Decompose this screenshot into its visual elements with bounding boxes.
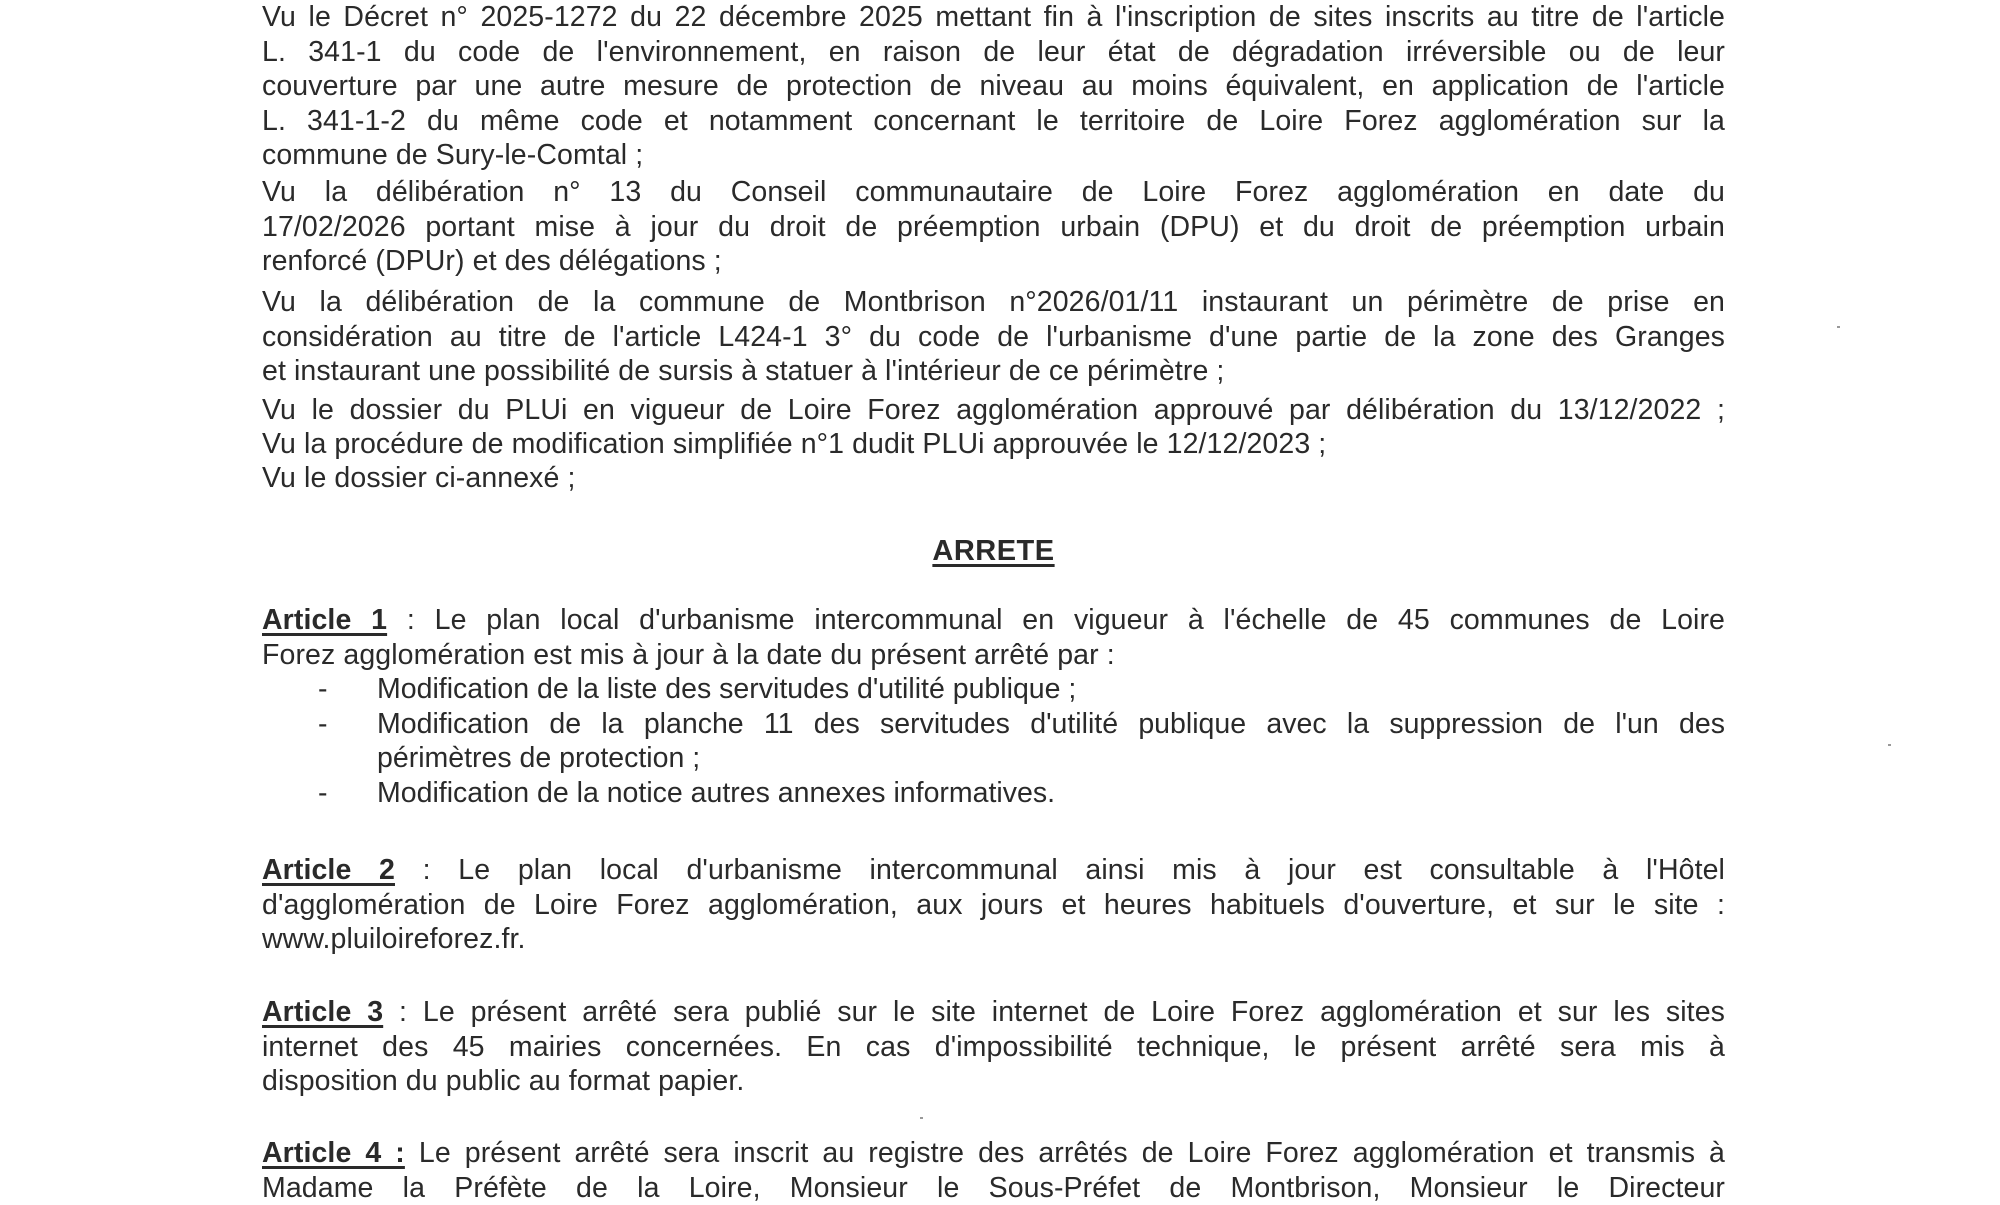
article-4 (262, 1136, 1725, 1205)
dash-bullet: - (318, 672, 328, 707)
list-item: - Modification de la planche 11 des servitudes d'utilité publique avec la suppression de l'un des périmètres de protection ; (262, 707, 1725, 776)
bullet-list (262, 672, 1725, 810)
article-label: Article 4 : (262, 1137, 405, 1169)
list-item: - Modification de la liste des servitudes d'utilité publique ; (262, 672, 1725, 707)
text-line: Le plan local d'urbanisme intercommunal ainsi mis à jour est consultable à l'Hôtel (458, 854, 1725, 886)
text-line: disposition du public au format papier. (262, 1064, 1725, 1099)
website-link: www.pluiloireforez.fr. (262, 922, 1725, 957)
text-line: L. 341-1-2 du même code et notamment concernant le territoire de Loire Forez agglomération sur la (262, 104, 1725, 139)
text-line: commune de Sury-le-Comtal ; (262, 138, 1725, 173)
article-label: Article 3 (262, 996, 383, 1028)
text-line: considération au titre de l'article L424-1 3° du code de l'urbanisme d'une partie de la zone des Granges (262, 320, 1725, 355)
visa-dossier (262, 461, 1725, 496)
text-line: couverture par une autre mesure de protection de niveau au moins équivalent, en application de l'article (262, 69, 1725, 104)
scan-speck (1837, 326, 1840, 328)
text-line: renforcé (DPUr) et des délégations ; (262, 244, 1725, 279)
text-line: Vu la délibération de la commune de Montbrison n°2026/01/11 instaurant un périmètre de prise en (262, 285, 1725, 320)
text-line: Le présent arrêté sera inscrit au registre des arrêtés de Loire Forez agglomération et transmis à (419, 1137, 1725, 1169)
article-label: Article 2 (262, 854, 395, 886)
dash-bullet: - (318, 707, 328, 742)
page-title: ARRETE (262, 535, 1725, 568)
visa-modification (262, 427, 1725, 462)
text-line: Le plan local d'urbanisme intercommunal en vigueur à l'échelle de 45 communes de Loire (435, 604, 1725, 636)
visa-decret (262, 0, 1725, 173)
text-line: Forez agglomération est mis à jour à la date du présent arrêté par : (262, 638, 1725, 673)
list-item: - Modification de la notice autres annexes informatives. (262, 776, 1725, 811)
visa-deliberation-13 (262, 175, 1725, 279)
dash-bullet: - (318, 776, 328, 811)
text-line: Vu le dossier du PLUi en vigueur de Loire Forez agglomération approuvé par délibération du 13/12/2022 ; (262, 393, 1725, 428)
article-2: Article 2 : Le plan local d'urbanisme intercommunal ainsi mis à jour est consultable à l'Hôtel d'agglomération de Loire Forez agglomération, aux jours et heures habituels d'ouverture, et sur le site : www.pluiloireforez.fr. (262, 853, 1725, 957)
article-1: Article 1 : Le plan local d'urbanisme intercommunal en vigueur à l'échelle de 45 communes de Loire Forez agglomération est mis à jour à la date du présent arrêté par : - Modification de la liste des servitudes d'utilité publique ; - Modification de la planche 11 des servitudes d'utilité publique avec la suppression de l'un des périmètres de protection ; - Modification de la notice autres annexes informatives. (262, 603, 1725, 810)
visa-deliberation-montbrison (262, 285, 1725, 389)
scan-speck (920, 1117, 923, 1119)
text-line: Vu le Décret n° 2025-1272 du 22 décembre 2025 mettant fin à l'inscription de sites inscrits au titre de l'article (262, 0, 1725, 35)
text-line: L. 341-1 du code de l'environnement, en raison de leur état de dégradation irréversible ou de leur (262, 35, 1725, 70)
text-line: d'agglomération de Loire Forez agglomération, aux jours et heures habituels d'ouverture, et sur le site : (262, 888, 1725, 923)
text-line: 17/02/2026 portant mise à jour du droit de préemption urbain (DPU) et du droit de préemption urbain (262, 210, 1725, 245)
text-line: internet des 45 mairies concernées. En cas d'impossibilité technique, le présent arrêté sera mis à (262, 1030, 1725, 1065)
scan-speck (1888, 744, 1891, 746)
visa-plui (262, 393, 1725, 428)
text-line: et instaurant une possibilité de sursis à statuer à l'intérieur de ce périmètre ; (262, 354, 1725, 389)
text-line: Madame la Préfète de la Loire, Monsieur le Sous-Préfet de Montbrison, Monsieur le Directeur (262, 1171, 1725, 1205)
text-line: Vu le dossier ci-annexé ; (262, 461, 1725, 496)
article-3: Article 3 : Le présent arrêté sera publié sur le site internet de Loire Forez agglomération et sur les sites internet des 45 mairies concernées. En cas d'impossibilité technique, le présent arrêté sera mis à disposition du public au format papier. (262, 995, 1725, 1099)
text-line: Vu la délibération n° 13 du Conseil communautaire de Loire Forez agglomération en date du (262, 175, 1725, 210)
article-label: Article 1 (262, 604, 387, 636)
text-line: Le présent arrêté sera publié sur le site internet de Loire Forez agglomération et sur les sites (423, 996, 1725, 1028)
text-line: Vu la procédure de modification simplifiée n°1 dudit PLUi approuvée le 12/12/2023 ; (262, 427, 1725, 462)
